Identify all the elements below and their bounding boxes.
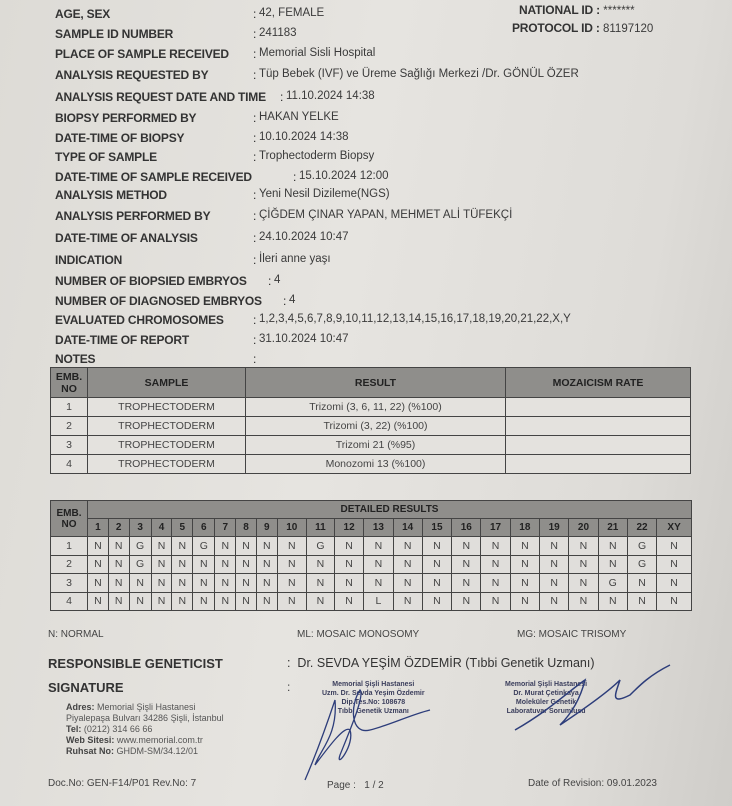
table-cell bbox=[506, 417, 691, 436]
col-mozaicism: MOZAICISM RATE bbox=[506, 368, 691, 398]
field-label: ANALYSIS PERFORMED BY bbox=[55, 209, 211, 223]
field-row bbox=[55, 188, 390, 202]
field-value: 42, FEMALE bbox=[259, 7, 325, 19]
chromosome-result-cell: N bbox=[108, 537, 129, 556]
chromosome-header: 21 bbox=[598, 519, 627, 537]
chromosome-result-cell: N bbox=[108, 574, 129, 593]
chromosome-header: 14 bbox=[393, 519, 422, 537]
chromosome-header: 20 bbox=[569, 519, 598, 537]
table-row bbox=[51, 574, 692, 593]
field-value: Tüp Bebek (IVF) ve Üreme Sağlığı Merkezi /Dr. GÖNÜL ÖZER bbox=[259, 68, 579, 80]
field-label: NUMBER OF BIOPSIED EMBRYOS bbox=[55, 274, 247, 288]
field-label: AGE, SEX bbox=[55, 7, 111, 21]
chromosome-result-cell: N bbox=[510, 574, 539, 593]
field-row bbox=[55, 231, 349, 245]
field-value: 241183 bbox=[259, 27, 297, 39]
field-colon: : bbox=[280, 90, 284, 104]
chromosome-result-cell: N bbox=[88, 574, 109, 593]
chromosome-result-cell: N bbox=[236, 555, 257, 574]
chromosome-result-cell: N bbox=[598, 592, 627, 611]
chromosome-result-cell: N bbox=[569, 592, 598, 611]
chromosome-result-cell: N bbox=[422, 537, 451, 556]
chromosome-header: 9 bbox=[256, 519, 277, 537]
field-row bbox=[55, 313, 571, 327]
responsible-label: RESPONSIBLE GENETICIST bbox=[48, 656, 223, 671]
detailed-results-title: DETAILED RESULTS bbox=[88, 501, 692, 519]
stamp-line: Memorial Şişli Hastanesi bbox=[332, 681, 415, 688]
chromosome-result-cell: N bbox=[151, 537, 172, 556]
field-label: TYPE OF SAMPLE bbox=[55, 150, 157, 164]
chromosome-result-cell: N bbox=[256, 592, 277, 611]
table-row bbox=[51, 398, 691, 417]
chromosome-result-cell: N bbox=[334, 537, 363, 556]
chromosome-header: 11 bbox=[306, 519, 334, 537]
field-row bbox=[55, 47, 376, 61]
table-cell: 2 bbox=[51, 417, 88, 436]
chromosome-result-cell: N bbox=[129, 592, 151, 611]
field-value: HAKAN YELKE bbox=[259, 111, 339, 123]
chromosome-result-cell: N bbox=[129, 574, 151, 593]
field-colon: : bbox=[253, 68, 257, 82]
chromosome-result-cell: N bbox=[569, 555, 598, 574]
chromosome-result-cell: N bbox=[364, 574, 393, 593]
table-cell bbox=[506, 436, 691, 455]
table-row bbox=[51, 592, 692, 611]
table-cell: 3 bbox=[51, 436, 88, 455]
web-value: www.memorial.com.tr bbox=[116, 735, 203, 745]
field-label: DATE-TIME OF BIOPSY bbox=[55, 131, 185, 145]
field-value: 10.10.2024 14:38 bbox=[259, 131, 349, 143]
field-colon: : bbox=[268, 274, 272, 288]
chromosome-result-cell: N bbox=[540, 574, 569, 593]
chromosome-result-cell: N bbox=[151, 574, 172, 593]
responsible-geneticist: : Dr. SEVDA YEŞİM ÖZDEMİR (Tıbbi Genetik Uzmanı) bbox=[287, 656, 595, 670]
chromosome-header: 18 bbox=[510, 519, 539, 537]
tel-value: (0212) 314 66 66 bbox=[83, 724, 153, 734]
field-row bbox=[55, 150, 375, 164]
chromosome-result-cell: N bbox=[422, 555, 451, 574]
chromosome-result-cell: G bbox=[129, 537, 151, 556]
chromosome-result-cell: N bbox=[236, 574, 257, 593]
chromosome-result-cell: G bbox=[627, 555, 656, 574]
detailed-results-table bbox=[50, 500, 692, 611]
chromosome-result-cell: N bbox=[422, 574, 451, 593]
field-label: DATE-TIME OF REPORT bbox=[55, 333, 189, 347]
field-label: SAMPLE ID NUMBER bbox=[55, 27, 174, 41]
field-colon: : bbox=[253, 333, 257, 347]
chromosome-result-cell: N bbox=[256, 555, 277, 574]
table-cell: Trizomi 21 (%95) bbox=[246, 436, 506, 455]
field-colon: : bbox=[253, 352, 257, 366]
chromosome-result-cell: N bbox=[657, 537, 692, 556]
chromosome-result-cell: N bbox=[657, 555, 692, 574]
chromosome-result-cell: N bbox=[364, 537, 393, 556]
chromosome-result-cell: N bbox=[108, 555, 129, 574]
field-colon: : bbox=[253, 150, 257, 164]
chromosome-result-cell: N bbox=[540, 555, 569, 574]
chromosome-result-cell: N bbox=[193, 555, 215, 574]
chromosome-result-cell: N bbox=[657, 574, 692, 593]
field-colon: : bbox=[253, 131, 257, 145]
field-value: Yeni Nesil Dizileme(NGS) bbox=[259, 188, 390, 200]
national-id bbox=[519, 3, 635, 17]
tel-label: Tel: bbox=[66, 724, 82, 734]
field-row bbox=[55, 7, 325, 21]
field-row bbox=[55, 170, 389, 184]
table-cell bbox=[506, 398, 691, 417]
chromosome-result-cell: N bbox=[172, 574, 193, 593]
field-colon: : bbox=[253, 188, 257, 202]
chromosome-result-cell: N bbox=[627, 592, 656, 611]
chromosome-result-cell: G bbox=[598, 574, 627, 593]
stamp-geneticist bbox=[322, 680, 425, 716]
protocol-id-label: PROTOCOL ID : bbox=[512, 21, 600, 35]
field-value: 1,2,3,4,5,6,7,8,9,10,11,12,13,14,15,16,17,18,19,20,21,22,X,Y bbox=[259, 313, 571, 325]
field-value: İleri anne yaşı bbox=[259, 253, 331, 265]
chromosome-header: XY bbox=[657, 519, 692, 537]
field-label: INDICATION bbox=[55, 253, 123, 267]
field-row bbox=[55, 131, 349, 145]
col-sample: SAMPLE bbox=[88, 368, 246, 398]
chromosome-result-cell: N bbox=[88, 592, 109, 611]
chromosome-result-cell: N bbox=[364, 555, 393, 574]
chromosome-result-cell: N bbox=[393, 592, 422, 611]
chromosome-header: 3 bbox=[129, 519, 151, 537]
field-value: 11.10.2024 14:38 bbox=[286, 90, 375, 102]
chromosome-header: 5 bbox=[172, 519, 193, 537]
chromosome-result-cell: N bbox=[481, 555, 510, 574]
chromosome-header: 4 bbox=[151, 519, 172, 537]
table-cell bbox=[506, 455, 691, 474]
emb-no-cell: 3 bbox=[51, 574, 88, 593]
field-label: DATE-TIME OF ANALYSIS bbox=[55, 231, 198, 245]
chromosome-result-cell: N bbox=[452, 555, 481, 574]
stamp-lab-director bbox=[505, 680, 587, 716]
chromosome-result-cell: N bbox=[481, 592, 510, 611]
chromosome-result-cell: N bbox=[510, 592, 539, 611]
chromosome-result-cell: N bbox=[481, 574, 510, 593]
protocol-id-value: 81197120 bbox=[602, 23, 654, 35]
chromosome-result-cell: N bbox=[236, 592, 257, 611]
emb-no-cell: 2 bbox=[51, 555, 88, 574]
web-label: Web Sitesi: bbox=[66, 735, 115, 745]
chromosome-header: 22 bbox=[627, 519, 656, 537]
chromosome-result-cell: N bbox=[151, 555, 172, 574]
chromosome-result-cell: N bbox=[334, 555, 363, 574]
chromosome-result-cell: L bbox=[364, 592, 393, 611]
chromosome-header: 13 bbox=[364, 519, 393, 537]
stamp-line: Moleküler Genetik bbox=[515, 699, 577, 706]
field-value: 15.10.2024 12:00 bbox=[299, 170, 389, 182]
chromosome-header: 7 bbox=[215, 519, 236, 537]
emb-no-cell: 1 bbox=[51, 537, 88, 556]
chromosome-result-cell: N bbox=[215, 592, 236, 611]
handwritten-signature-1 bbox=[290, 655, 440, 785]
chromosome-result-cell: N bbox=[215, 574, 236, 593]
field-colon: : bbox=[293, 170, 297, 184]
chromosome-header: 2 bbox=[108, 519, 129, 537]
stamp-line: Uzm. Dr. Sevda Yeşim Özdemir bbox=[322, 690, 425, 697]
field-label: EVALUATED CHROMOSOMES bbox=[55, 313, 224, 327]
doc-number: Doc.No: GEN-F14/P01 Rev.No: 7 bbox=[48, 778, 197, 789]
col-emb-no: EMB. NO bbox=[51, 501, 88, 537]
national-id-label: NATIONAL ID : bbox=[519, 3, 600, 17]
field-label: ANALYSIS METHOD bbox=[55, 188, 167, 202]
chromosome-result-cell: N bbox=[334, 592, 363, 611]
field-value: 4 bbox=[274, 274, 281, 286]
stamp-line: Memorial Şişli Hastanesi bbox=[505, 681, 588, 688]
field-value: 24.10.2024 10:47 bbox=[259, 231, 349, 243]
field-value: 4 bbox=[289, 294, 296, 306]
legend-mosaic-trisomy: MG: MOSAIC TRISOMY bbox=[517, 629, 627, 640]
table-row bbox=[51, 417, 691, 436]
page-number bbox=[327, 780, 384, 791]
field-label: DATE-TIME OF SAMPLE RECEIVED bbox=[55, 170, 252, 184]
chromosome-result-cell: N bbox=[172, 592, 193, 611]
chromosome-result-cell: G bbox=[306, 537, 334, 556]
chromosome-result-cell: N bbox=[627, 574, 656, 593]
table-cell: TROPHECTODERM bbox=[88, 417, 246, 436]
field-row bbox=[55, 90, 375, 104]
chromosome-result-cell: N bbox=[277, 537, 306, 556]
field-row bbox=[55, 68, 579, 82]
stamp-line: Laboratuvar Sorumlusu bbox=[506, 708, 586, 715]
field-colon: : bbox=[253, 47, 257, 61]
col-emb-no: EMB. NO bbox=[51, 368, 88, 398]
field-label: NUMBER OF DIAGNOSED EMBRYOS bbox=[55, 294, 262, 308]
chromosome-result-cell: N bbox=[540, 592, 569, 611]
chromosome-result-cell: N bbox=[334, 574, 363, 593]
chromosome-result-cell: N bbox=[306, 574, 334, 593]
revision-date: Date of Revision: 09.01.2023 bbox=[528, 778, 657, 789]
chromosome-result-cell: N bbox=[510, 537, 539, 556]
field-label: BIOPSY PERFORMED BY bbox=[55, 111, 197, 125]
results-table bbox=[50, 367, 691, 474]
chromosome-result-cell: N bbox=[215, 537, 236, 556]
chromosome-result-cell: N bbox=[569, 574, 598, 593]
table-row bbox=[51, 555, 692, 574]
national-id-value: ******* bbox=[603, 5, 635, 17]
chromosome-header: 6 bbox=[193, 519, 215, 537]
chromosome-result-cell: N bbox=[510, 555, 539, 574]
table-cell: Monozomi 13 (%100) bbox=[246, 455, 506, 474]
chromosome-result-cell: N bbox=[88, 537, 109, 556]
table-cell: 1 bbox=[51, 398, 88, 417]
chromosome-header: 17 bbox=[481, 519, 510, 537]
chromosome-header: 19 bbox=[540, 519, 569, 537]
field-row bbox=[55, 333, 349, 347]
table-row bbox=[51, 455, 691, 474]
table-cell: TROPHECTODERM bbox=[88, 436, 246, 455]
legend-mosaic-monosomy: ML: MOSAIC MONOSOMY bbox=[297, 629, 420, 640]
field-row bbox=[55, 294, 296, 308]
signature-colon: : bbox=[287, 680, 291, 694]
adres-label: Adres: bbox=[66, 702, 95, 712]
signature-label: SIGNATURE bbox=[48, 680, 124, 695]
chromosome-result-cell: N bbox=[277, 592, 306, 611]
chromosome-result-cell: N bbox=[306, 555, 334, 574]
field-value: Memorial Sisli Hospital bbox=[259, 47, 376, 59]
chromosome-result-cell: N bbox=[393, 537, 422, 556]
chromosome-header: 12 bbox=[334, 519, 363, 537]
ruhsat-value: GHDM-SM/34.12/01 bbox=[116, 746, 199, 756]
field-value: 31.10.2024 10:47 bbox=[259, 333, 349, 345]
field-colon: : bbox=[253, 7, 257, 21]
field-value: Trophectoderm Biopsy bbox=[259, 150, 375, 162]
field-value: ÇİĞDEM ÇINAR YAPAN, MEHMET ALİ TÜFEKÇİ bbox=[259, 209, 513, 221]
chromosome-result-cell: N bbox=[452, 592, 481, 611]
chromosome-result-cell: N bbox=[657, 592, 692, 611]
stamp-line: Dr. Murat Çetinkaya bbox=[513, 690, 579, 697]
chromosome-result-cell: N bbox=[151, 592, 172, 611]
chromosome-result-cell: N bbox=[277, 574, 306, 593]
table-cell: Trizomi (3, 6, 11, 22) (%100) bbox=[246, 398, 506, 417]
field-colon: : bbox=[253, 231, 257, 245]
chromosome-result-cell: N bbox=[393, 555, 422, 574]
legend-normal: N: NORMAL bbox=[48, 629, 104, 640]
chromosome-result-cell: G bbox=[129, 555, 151, 574]
field-colon: : bbox=[253, 209, 257, 223]
chromosome-result-cell: N bbox=[452, 574, 481, 593]
table-cell: 4 bbox=[51, 455, 88, 474]
adres-line2: Piyalepaşa Bulvarı 34286 Şişli, İstanbul bbox=[66, 713, 224, 723]
chromosome-result-cell: N bbox=[256, 574, 277, 593]
chromosome-result-cell: N bbox=[172, 555, 193, 574]
table-cell: TROPHECTODERM bbox=[88, 455, 246, 474]
table-row bbox=[51, 537, 692, 556]
chromosome-result-cell: N bbox=[422, 592, 451, 611]
chromosome-result-cell: N bbox=[236, 537, 257, 556]
adres-value: Memorial Şişli Hastanesi bbox=[97, 702, 196, 712]
chromosome-result-cell: N bbox=[452, 537, 481, 556]
field-label: NOTES bbox=[55, 352, 96, 366]
chromosome-result-cell: N bbox=[193, 592, 215, 611]
field-colon: : bbox=[253, 313, 257, 327]
responsible-value: Dr. SEVDA YEŞİM ÖZDEMİR (Tıbbi Genetik Uzmanı) bbox=[297, 656, 595, 670]
field-row bbox=[55, 111, 339, 125]
field-row bbox=[55, 274, 281, 288]
hospital-address bbox=[66, 702, 224, 757]
page-value: 1 / 2 bbox=[364, 780, 384, 791]
field-label: ANALYSIS REQUESTED BY bbox=[55, 68, 209, 82]
stamp-line: Dip.Tes.No: 108678 bbox=[341, 699, 406, 706]
table-row bbox=[51, 436, 691, 455]
chromosome-header: 1 bbox=[88, 519, 109, 537]
field-label: PLACE OF SAMPLE RECEIVED bbox=[55, 47, 229, 61]
chromosome-result-cell: N bbox=[88, 555, 109, 574]
field-colon: : bbox=[253, 27, 257, 41]
chromosome-result-cell: N bbox=[172, 537, 193, 556]
field-row bbox=[55, 209, 513, 223]
page-label: Page : bbox=[327, 780, 356, 791]
chromosome-result-cell: N bbox=[215, 555, 236, 574]
field-colon: : bbox=[253, 111, 257, 125]
field-row bbox=[55, 27, 297, 41]
table-cell: Trizomi (3, 22) (%100) bbox=[246, 417, 506, 436]
field-colon: : bbox=[253, 253, 257, 267]
chromosome-header: 16 bbox=[452, 519, 481, 537]
ruhsat-label: Ruhsat No: bbox=[66, 746, 114, 756]
field-row bbox=[55, 352, 257, 366]
field-label: ANALYSIS REQUEST DATE AND TIME bbox=[55, 90, 266, 104]
chromosome-result-cell: N bbox=[598, 537, 627, 556]
chromosome-result-cell: G bbox=[193, 537, 215, 556]
chromosome-header: 10 bbox=[277, 519, 306, 537]
col-result: RESULT bbox=[246, 368, 506, 398]
chromosome-result-cell: N bbox=[598, 555, 627, 574]
chromosome-result-cell: G bbox=[627, 537, 656, 556]
chromosome-result-cell: N bbox=[569, 537, 598, 556]
chromosome-result-cell: N bbox=[277, 555, 306, 574]
chromosome-result-cell: N bbox=[306, 592, 334, 611]
chromosome-header: 8 bbox=[236, 519, 257, 537]
table-cell: TROPHECTODERM bbox=[88, 398, 246, 417]
chromosome-result-cell: N bbox=[481, 537, 510, 556]
field-colon: : bbox=[283, 294, 287, 308]
chromosome-header: 15 bbox=[422, 519, 451, 537]
chromosome-result-cell: N bbox=[108, 592, 129, 611]
chromosome-result-cell: N bbox=[256, 537, 277, 556]
chromosome-result-cell: N bbox=[393, 574, 422, 593]
chromosome-result-cell: N bbox=[540, 537, 569, 556]
field-row bbox=[55, 253, 331, 267]
stamp-line: Tıbbi Genetik Uzmanı bbox=[337, 708, 409, 715]
protocol-id bbox=[512, 21, 653, 35]
chromosome-result-cell: N bbox=[193, 574, 215, 593]
emb-no-cell: 4 bbox=[51, 592, 88, 611]
